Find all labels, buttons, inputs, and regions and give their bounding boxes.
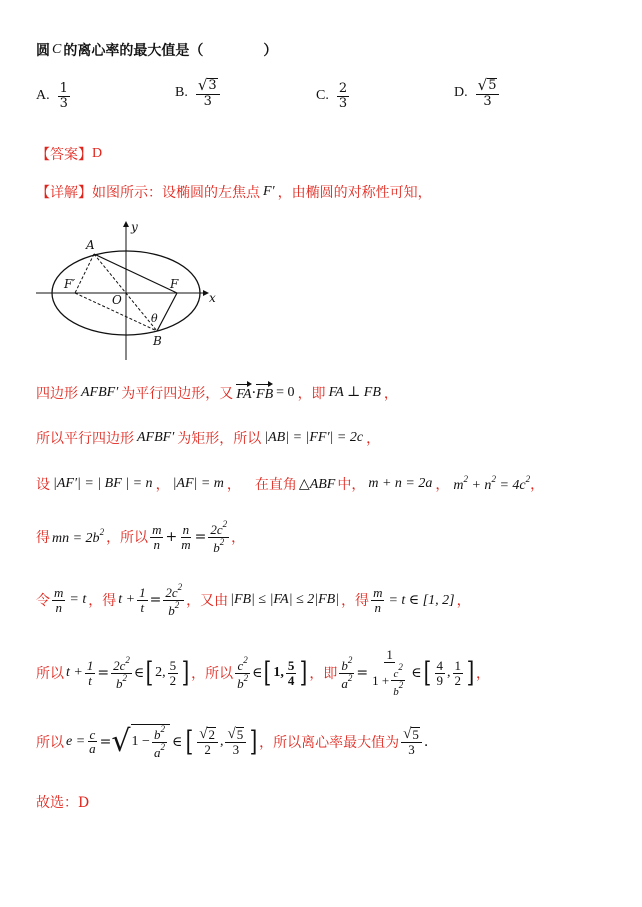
vector-fb: FB xyxy=(256,382,273,403)
option-fraction: √ 5 3 xyxy=(476,78,500,108)
option-b[interactable] xyxy=(175,78,222,108)
question-var: C xyxy=(52,42,62,57)
option-letter: A. xyxy=(36,88,50,104)
segment-af-prime xyxy=(75,254,94,293)
option-a[interactable] xyxy=(36,82,72,110)
solution-line-4: 得 mn = $2b^2$ ，所以 $\frac{m}{n}$ + $\frac{n}{m}$ = $\frac{2c^2}{b^2}$ ， xyxy=(36,519,246,555)
question-suffix: 的离心率的最大值是（ xyxy=(63,43,204,59)
question-close: ） xyxy=(263,43,278,59)
ellipse-figure xyxy=(36,218,226,360)
question-prefix: 圆 xyxy=(36,43,50,59)
option-d[interactable] xyxy=(454,78,501,108)
detail-tail: ，由椭圆的对称性可知， xyxy=(277,185,432,201)
final-choice: 故选：D xyxy=(36,795,90,811)
option-c[interactable] xyxy=(316,82,351,110)
label-f: F xyxy=(170,277,179,291)
label-y: y xyxy=(131,220,138,234)
option-fraction: $\frac{1}{3}$ xyxy=(59,81,68,111)
solution-line-8 xyxy=(36,792,89,812)
solution-line-5: 令 $\frac{m}{n}$ = t ，得 t + $\frac{1}{t}$ = $\frac{2c^2}{b^2}$ ，又由 |FB| ≤ |FA| ≤ 2|FB| ，得 $\frac{m}{n}$ = t ∈ [1, 2] ， xyxy=(36,582,471,618)
solution-line-6: 所以 t + $\frac{1}{t}$ = $\frac{2c^2}{b^2}$ ∈ [ 2, $\frac{5}{2}$ ] ，所以 $\frac{c^2}{b^2}$ ∈ [ 1, $\frac{5}{4}$ ] ，即 $\frac{b^2}{a^2}$ = 1 1 + $\frac{c^2}{b^2}$ ∈ [ $\frac{4}{9}$ , $\frac{1}{2}$ ] ， xyxy=(36,647,490,699)
vector-fa: FA xyxy=(236,382,251,403)
solution-line-3: 设 |AF′| = | BF | = n ， |AF| = m ， 在直角 △ABF 中， m + n = 2a ， $m^2 + n^2 = 4c^2$ ， xyxy=(36,474,545,493)
label-a: A xyxy=(86,238,95,252)
option-letter: D. xyxy=(454,85,468,101)
answer-label: 【答案】 xyxy=(36,147,92,163)
question-text xyxy=(36,40,277,60)
label-b: B xyxy=(153,334,162,348)
detail-focus: F′ xyxy=(263,184,275,199)
option-fraction: √ 3 3 xyxy=(196,78,220,108)
solution-line-7: 所以 e = $\frac{c}{a}$ = √ 1 − $\frac{b^2}{a^2}$ ∈ [ √ 2 2 , √ 5 3 ] ，所以离心率最大值为 √ 5 3 . xyxy=(36,723,429,760)
detail-label: 【详解】 xyxy=(36,185,92,201)
solution-line-1: 四边形 AFBF′ 为平行四边形，又 FA · FB = 0 ，即 FA ⊥ FB ， xyxy=(36,382,398,403)
option-fraction: $\frac{2}{3}$ xyxy=(338,81,348,111)
option-letter: C. xyxy=(316,88,329,104)
label-theta: θ xyxy=(151,312,158,325)
answer-line xyxy=(36,144,102,164)
answer-value: D xyxy=(92,146,103,161)
label-x: x xyxy=(209,291,216,305)
option-letter: B. xyxy=(175,85,188,101)
segment-af xyxy=(94,254,177,293)
detail-line xyxy=(36,182,432,202)
label-o: O xyxy=(112,293,122,307)
label-f-prime: F′ xyxy=(64,277,76,291)
detail-text: 如图所示：设椭圆的左焦点 xyxy=(92,185,260,201)
solution-line-2: 所以平行四边形 AFBF′ 为矩形，所以 |AB| = |FF′| = 2c ， xyxy=(36,430,381,447)
